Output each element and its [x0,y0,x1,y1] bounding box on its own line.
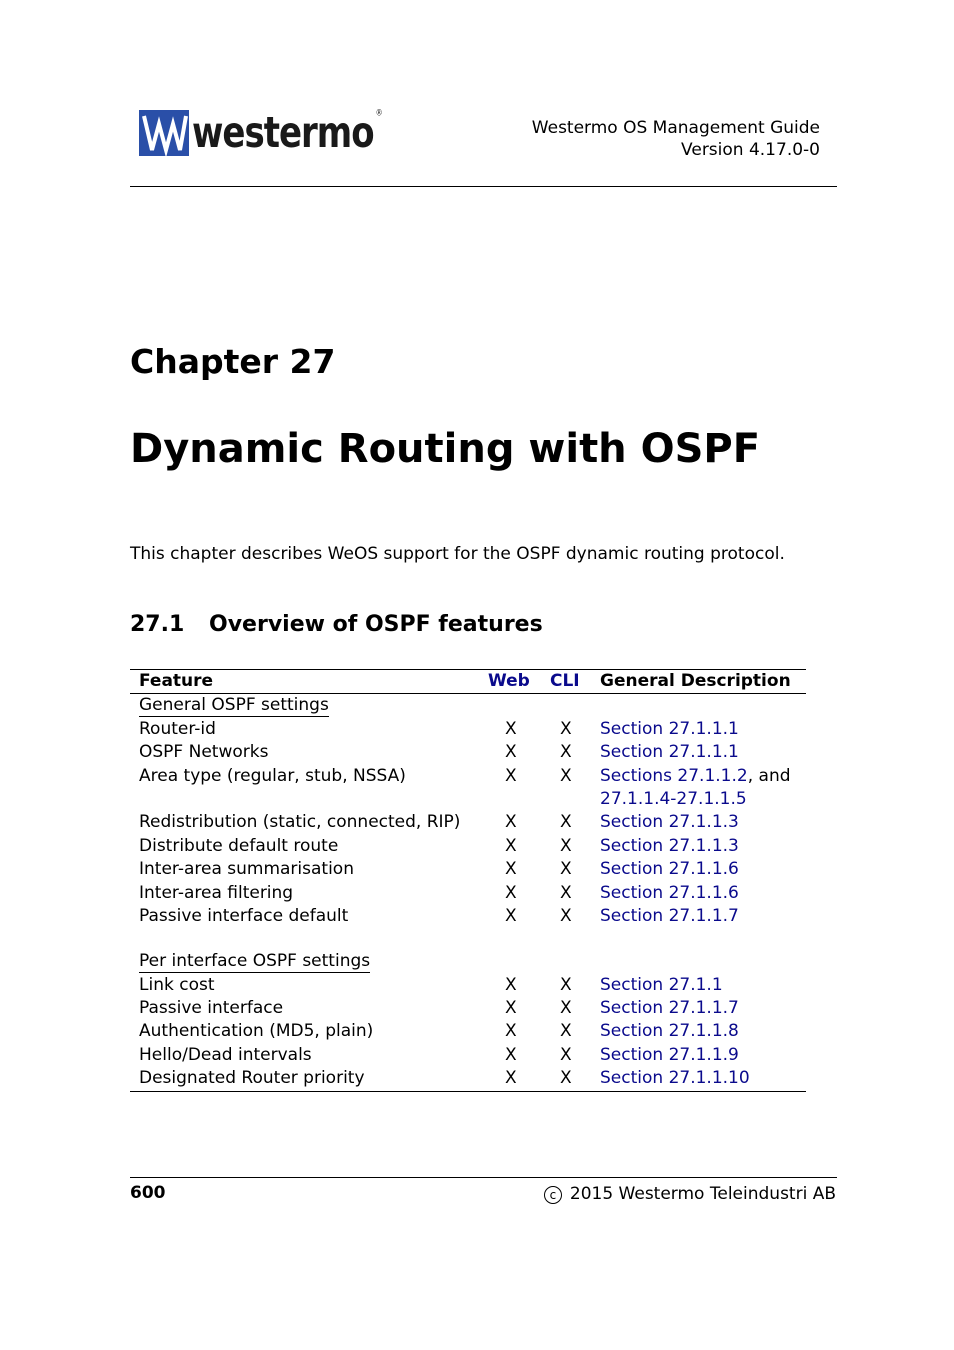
section-link[interactable]: Section 27.1.1.6 [600,859,739,880]
web-mark: X [505,742,517,763]
logo-wordmark: westermo ® [192,108,383,158]
page-number: 600 [130,1183,166,1203]
section-title: Overview of OSPF features [209,612,543,637]
table-bottom-rule [130,1091,806,1092]
cli-mark: X [560,812,572,833]
chapter-title: Dynamic Routing with OSPF [130,426,761,472]
feature-name: Link cost [139,974,215,995]
westermo-logo [139,108,383,158]
feature-name: Authentication (MD5, plain) [139,1021,374,1042]
table-row-continuation [130,788,806,811]
web-mark: X [505,718,517,739]
feature-name: Designated Router priority [139,1068,365,1089]
web-mark: X [505,1021,517,1042]
table-row [130,905,806,928]
table-row [130,811,806,834]
table-row [130,718,806,741]
group-title-interface: Per interface OSPF settings [139,951,371,972]
table-row [130,1020,806,1043]
general-settings-rows [130,718,806,929]
copyright-icon: c [544,1186,562,1204]
westermo-logo-icon [139,110,189,156]
web-mark: X [505,1068,517,1089]
document-version: Version 4.17.0-0 [681,140,820,160]
table-row [130,858,806,881]
feature-name: Distribute default route [139,835,339,856]
web-mark: X [505,882,517,903]
web-mark: X [505,1044,517,1065]
feature-name: Inter-area filtering [139,882,294,903]
copyright [544,1183,836,1204]
feature-name: Hello/Dead intervals [139,1044,312,1065]
section-number: 27.1 [130,612,185,637]
cli-mark: X [560,974,572,995]
cli-mark: X [560,765,572,786]
web-mark: X [505,859,517,880]
table-row [130,765,806,788]
header-cli: CLI [550,671,580,691]
description-cell [600,836,739,856]
header-feature: Feature [139,671,214,691]
feature-name: Inter-area summarisation [139,859,354,880]
section-link[interactable]: Section 27.1.1.3 [600,835,739,856]
group-title-general: General OSPF settings [139,695,329,716]
interface-settings-rows [130,974,806,1091]
description-cell [600,906,739,926]
web-mark: X [505,835,517,856]
chapter-intro: This chapter describes WeOS support for the OSPF dynamic routing protocol. [130,544,785,564]
web-mark: X [505,974,517,995]
cli-mark: X [560,998,572,1019]
document-header [532,117,820,161]
group-spacer [130,928,806,950]
description-cell [600,998,739,1018]
description-cell [600,766,791,786]
section-link[interactable]: Section 27.1.1.7 [600,998,739,1019]
feature-name: Passive interface [139,998,284,1019]
cli-mark: X [560,1021,572,1042]
cli-mark: X [560,905,572,926]
description-cell [600,883,739,903]
table-row [130,835,806,858]
section-link[interactable]: Section 27.1.1.7 [600,905,739,926]
cli-mark: X [560,835,572,856]
web-mark: X [505,998,517,1019]
description-cell [600,742,739,762]
description-suffix: , and [747,765,791,786]
header-rule [130,186,837,187]
description-cell [600,859,739,879]
section-link[interactable]: Section 27.1.1.9 [600,1044,739,1065]
section-heading [130,612,543,637]
copyright-text: 2015 Westermo Teleindustri AB [569,1183,836,1204]
section-link[interactable]: 27.1.1.4-27.1.1.5 [600,788,747,809]
table-row [130,997,806,1020]
description-cell [600,1068,750,1088]
cli-mark: X [560,718,572,739]
web-mark: X [505,905,517,926]
footer-rule [130,1177,837,1178]
group-title-row [130,694,806,717]
chapter-label: Chapter 27 [130,342,336,381]
cli-mark: X [560,859,572,880]
description-cell [600,975,723,995]
feature-name: Router-id [139,718,216,739]
feature-name: OSPF Networks [139,742,269,763]
table-row [130,1067,806,1090]
cli-mark: X [560,1068,572,1089]
feature-name: Redistribution (static, connected, RIP) [139,812,461,833]
section-link[interactable]: Sections 27.1.1.2 [600,765,748,786]
header-web: Web [488,671,530,691]
feature-name: Passive interface default [139,905,349,926]
section-link[interactable]: Section 27.1.1.1 [600,718,739,739]
section-link[interactable]: Section 27.1.1.1 [600,742,739,763]
cli-mark: X [560,882,572,903]
description-cell [600,719,739,739]
section-link[interactable]: Section 27.1.1 [600,974,723,995]
table-row [130,741,806,764]
features-table [130,669,806,1092]
cli-mark: X [560,742,572,763]
section-link[interactable]: Section 27.1.1.6 [600,882,739,903]
section-link[interactable]: Section 27.1.1.3 [600,812,739,833]
document-title: Westermo OS Management Guide [531,118,820,138]
section-link[interactable]: Section 27.1.1.10 [600,1068,750,1089]
section-link[interactable]: Section 27.1.1.8 [600,1021,739,1042]
group-title-row [130,950,806,973]
table-header-row [130,670,806,693]
header-description: General Description [600,671,791,691]
table-row [130,1044,806,1067]
description-cell [600,812,739,832]
web-mark: X [505,812,517,833]
table-row [130,882,806,905]
cli-mark: X [560,1044,572,1065]
feature-name: Area type (regular, stub, NSSA) [139,765,406,786]
description-cell [600,1045,739,1065]
description-cell [600,1021,739,1041]
table-row [130,974,806,997]
web-mark: X [505,765,517,786]
